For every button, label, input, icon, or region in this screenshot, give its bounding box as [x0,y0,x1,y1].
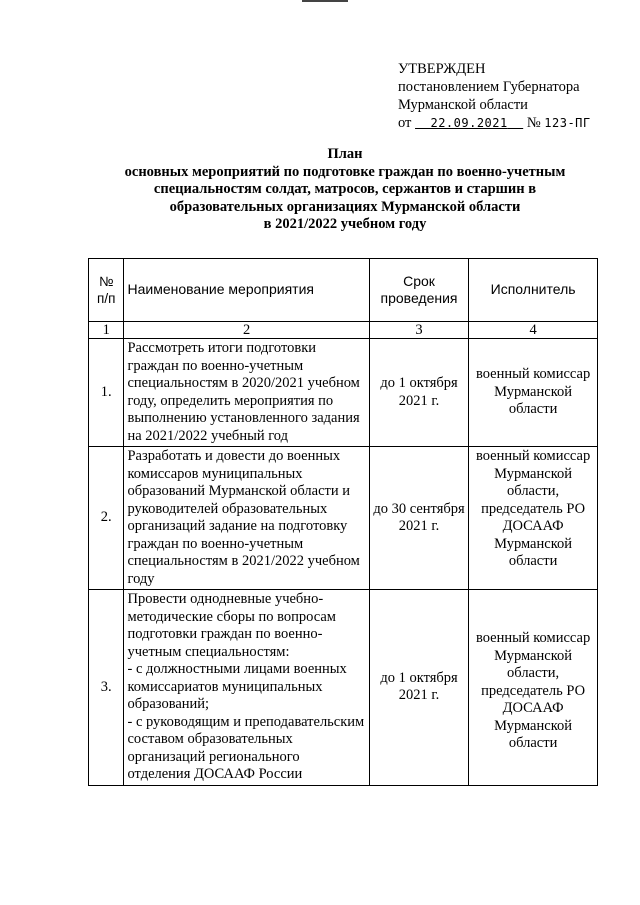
approval-date-value: 22.09.2021 [430,116,508,130]
title-line-4: образовательных организациях Мурманской области [169,198,521,215]
row-executor: военный комиссар Мурманской области [469,339,598,447]
approval-line-decree: постановлением Губернатора [398,79,580,95]
row-activity: Рассмотреть итоги подготовки граждан по военно-учетным специальностям в 2020/2021 учебном году, определить мероприятия по выполнению установленного задания на 2021/2022 учебный год [124,339,369,447]
table-row [89,339,598,447]
row-term: до 1 октября 2021 г. [369,590,468,786]
plan-title [70,146,620,234]
column-number: 1 [89,322,124,339]
table-row [89,590,598,786]
header-name: Наименование мероприятия [124,259,369,322]
row-activity-item: - с должностными лицами военных комиссариатов муниципальных образований; [127,661,347,712]
column-number: 2 [124,322,369,339]
row-number: 1. [89,339,124,447]
row-term: до 30 сентября 2021 г. [369,447,468,590]
row-number: 3. [89,590,124,786]
approval-from-label: от [398,115,412,131]
page-top-mark [302,0,348,2]
approval-number-label: № [526,115,541,131]
row-term: до 1 октября 2021 г. [369,339,468,447]
table-header-row [89,259,598,322]
title-line-5: в 2021/2022 учебном году [263,216,427,233]
header-num: № п/п [89,259,124,322]
plan-table [88,258,598,786]
column-number: 3 [369,322,468,339]
header-term: Срок проведения [369,259,468,322]
approval-date [415,116,523,130]
title-line-1: План [327,146,363,162]
row-executor: военный комиссар Мурманской области, председатель РО ДОСААФ Мурманской области [469,447,598,590]
column-number: 4 [469,322,598,339]
approval-number: 123-ПГ [544,116,591,130]
table-column-numbers [89,322,598,339]
approval-line-region: Мурманской области [398,97,528,113]
header-executor: Исполнитель [469,259,598,322]
row-number: 2. [89,447,124,590]
approval-stamp [398,60,638,132]
row-executor: военный комиссар Мурманской области, председатель РО ДОСААФ Мурманской области [469,590,598,786]
row-activity-intro: Провести однодневные учебно-методические сборы по вопросам подготовки граждан по военно-учетным специальностям: [127,591,336,660]
row-activity [124,590,369,786]
table-row [89,447,598,590]
approval-date-line [398,114,638,132]
row-activity-item: - с руководящим и преподавательским составом образовательных организаций регионального отделения ДОСААФ России [127,713,365,782]
row-activity: Разработать и довести до военных комиссаров муниципальных образований Мурманской области и руководителей образовательных организаций задание на подготовку граждан по военно-учетным специальностям в 2021/2022 учебном году [124,447,369,590]
title-line-2: основных мероприятий по подготовке граждан по военно-учетным [124,163,566,180]
approval-title: УТВЕРЖДЕН [398,61,486,77]
title-line-3: специальностям солдат, матросов, сержантов и старшин в [153,181,537,198]
